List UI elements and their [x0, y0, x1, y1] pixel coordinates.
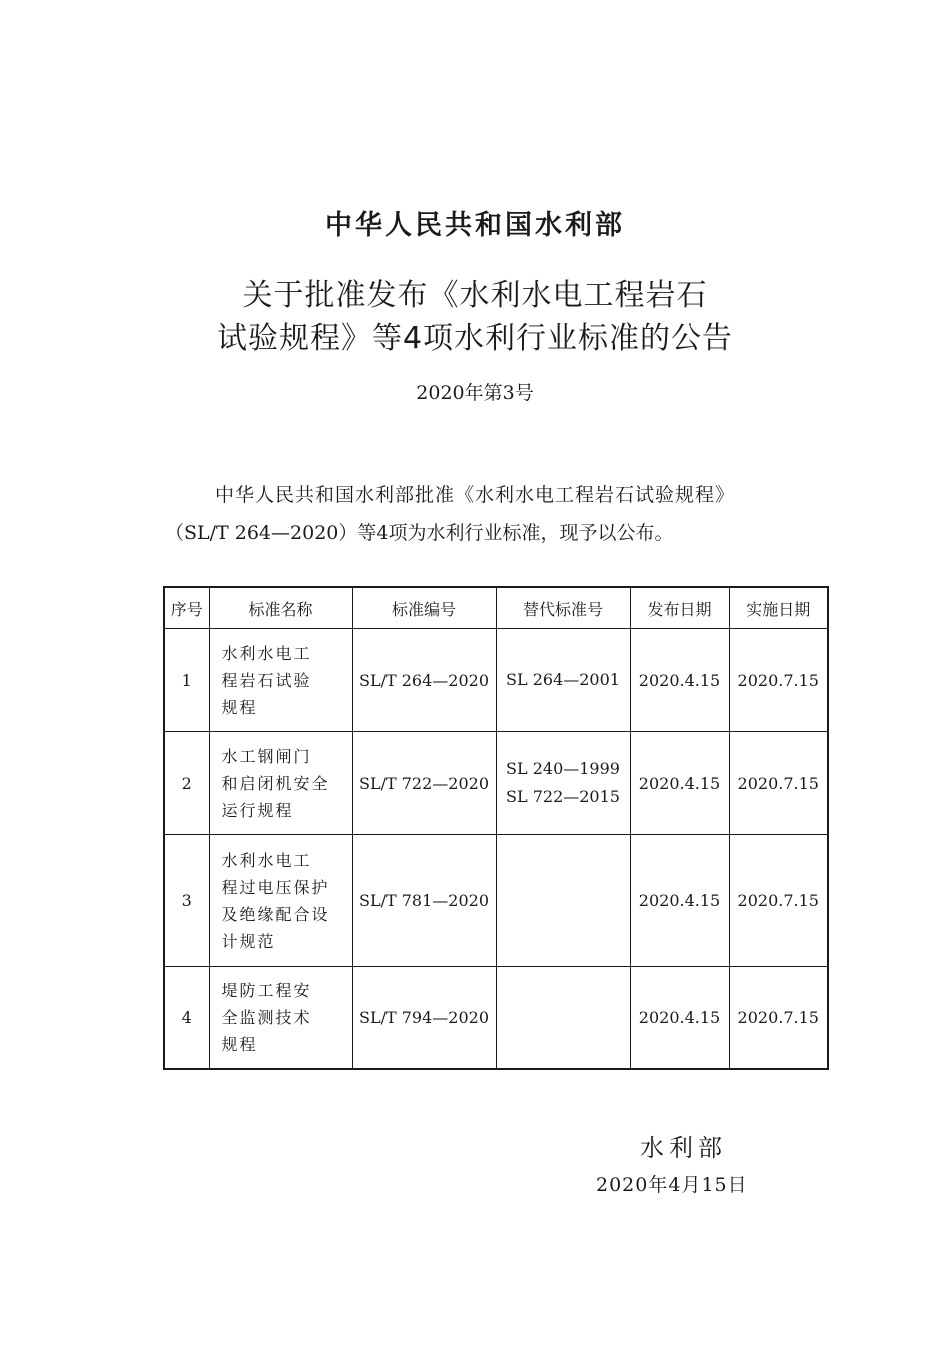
name-line: 水利水电工	[221, 850, 312, 870]
cell-published: 2020.4.15	[630, 732, 729, 835]
table-row	[164, 835, 828, 967]
notice-title-line-1: 关于批准发布《水利水电工程岩石	[242, 278, 708, 313]
body-paragraph-line-2: （SL/T 264—2020）等4项为水利行业标准，现予以公布。	[165, 522, 674, 544]
table-row	[164, 967, 828, 1069]
name-line: 程过电压保护	[221, 877, 330, 897]
name-line: 堤防工程安	[221, 980, 312, 1000]
cell-code: SL/T 781—2020	[352, 835, 496, 967]
table-header-row	[164, 587, 828, 629]
document-number: 2020年第3号	[416, 382, 534, 404]
name-line: 及绝缘配合设	[221, 904, 330, 924]
cell-no: 1	[164, 629, 209, 732]
name-line: 规程	[221, 697, 258, 717]
signature-date: 2020年4月15日	[596, 1174, 748, 1196]
table-row	[164, 629, 828, 732]
cell-code: SL/T 264—2020	[352, 629, 496, 732]
name-line: 水利水电工	[221, 643, 312, 663]
replaces-line: SL 264—2001	[506, 670, 620, 689]
name-line: 计规范	[221, 931, 276, 951]
cell-no: 4	[164, 967, 209, 1069]
cell-replaces	[496, 967, 630, 1069]
header-effective: 实施日期	[729, 587, 828, 629]
name-line: 规程	[221, 1034, 258, 1054]
name-line: 全监测技术	[221, 1007, 312, 1027]
cell-effective: 2020.7.15	[729, 835, 828, 967]
replaces-line: SL 240—1999	[506, 759, 620, 778]
notice-title-line-2: 试验规程》等4项水利行业标准的公告	[216, 321, 734, 356]
cell-effective: 2020.7.15	[729, 967, 828, 1069]
cell-name	[209, 967, 352, 1069]
cell-no: 3	[164, 835, 209, 967]
cell-replaces	[496, 835, 630, 967]
header-code: 标准编号	[352, 587, 496, 629]
cell-published: 2020.4.15	[630, 835, 729, 967]
header-name: 标准名称	[209, 587, 352, 629]
cell-effective: 2020.7.15	[729, 732, 828, 835]
replaces-line: SL 722—2015	[506, 787, 620, 806]
name-line: 运行规程	[221, 800, 294, 820]
cell-name	[209, 835, 352, 967]
header-published: 发布日期	[630, 587, 729, 629]
cell-published: 2020.4.15	[630, 629, 729, 732]
issuing-authority: 中华人民共和国水利部	[325, 210, 625, 241]
cell-replaces	[496, 732, 630, 835]
cell-published: 2020.4.15	[630, 967, 729, 1069]
name-line: 和启闭机安全	[221, 773, 330, 793]
cell-replaces	[496, 629, 630, 732]
header-replaces: 替代标准号	[496, 587, 630, 629]
standards-table	[163, 586, 829, 1070]
body-paragraph-line-1: 中华人民共和国水利部批准《水利水电工程岩石试验规程》	[215, 484, 736, 506]
header-no: 序号	[164, 587, 209, 629]
signature-authority: 水利部	[640, 1134, 727, 1162]
cell-effective: 2020.7.15	[729, 629, 828, 732]
name-line: 水工钢闸门	[221, 746, 312, 766]
cell-name	[209, 732, 352, 835]
table-row	[164, 732, 828, 835]
cell-code: SL/T 722—2020	[352, 732, 496, 835]
name-line: 程岩石试验	[221, 670, 312, 690]
cell-name	[209, 629, 352, 732]
cell-code: SL/T 794—2020	[352, 967, 496, 1069]
cell-no: 2	[164, 732, 209, 835]
